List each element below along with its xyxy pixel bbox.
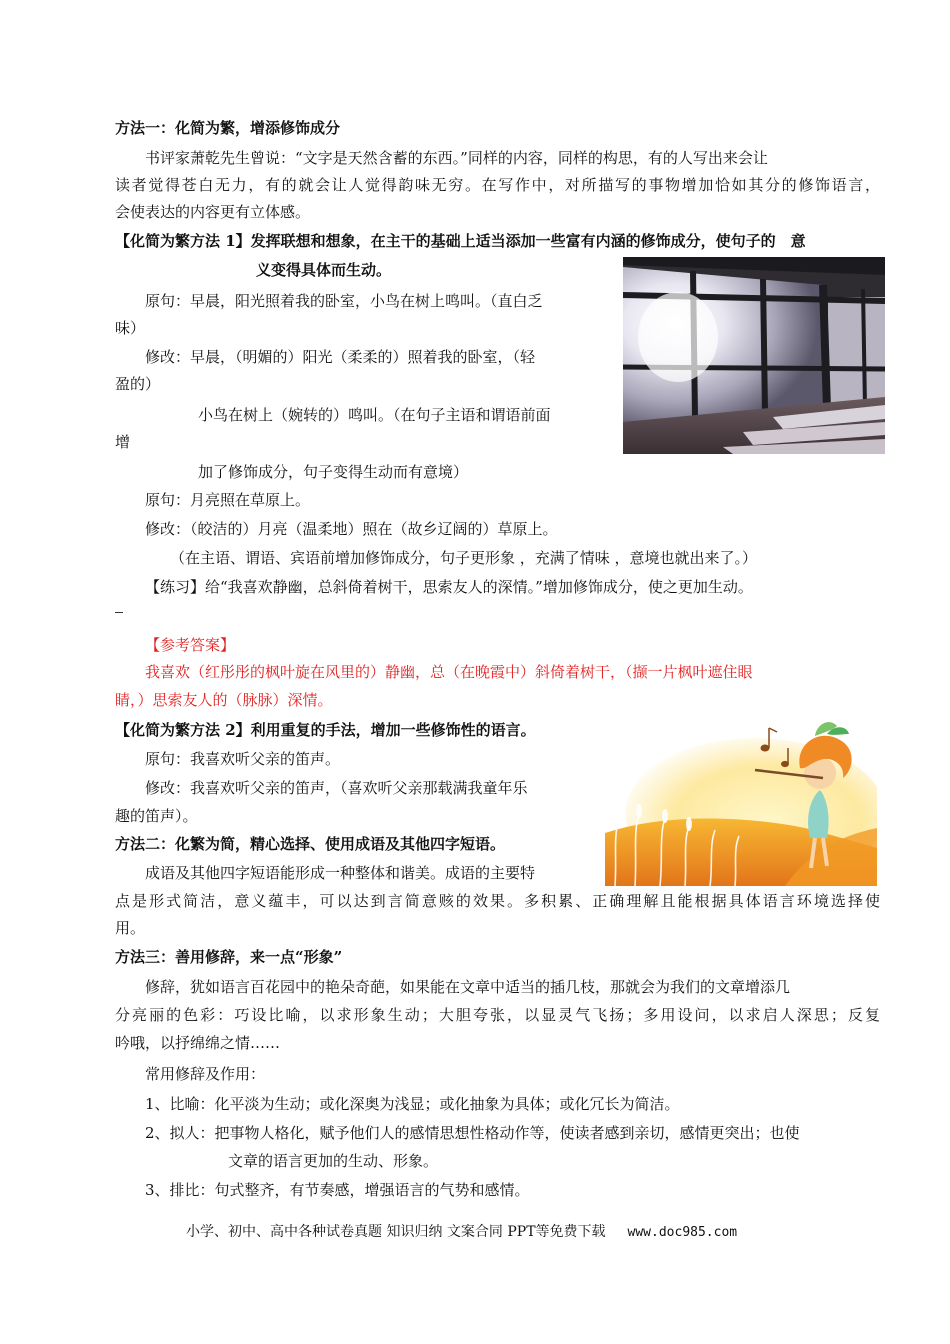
method1-para-line: 读者觉得苍白无力，有的就会让人觉得韵味无穷。在写作中，对所描写的事物增加恰如其分的修饰语言， [115,176,880,194]
method3-para-line: 分亮丽的色彩：巧设比喻，以求形象生动；大胆夸张，以显灵气飞扬；多用设问，以求启人深思；反复 [115,1006,880,1024]
example-line: 原句：月亮照在草原上。 [145,491,311,509]
example-line: 原句：我喜欢听父亲的笛声。 [145,750,341,768]
method2-para-line: 成语及其他四字短语能形成一种整体和谐美。成语的主要特 [145,864,536,882]
example-line: 味） [115,319,146,337]
rhetoric-item: 3、排比：句式整齐，有节奏感，增强语言的气势和感情。 [145,1181,530,1199]
answer-line: 睛，）思索友人的（脉脉）深情。 [115,691,333,709]
classroom-window-photo [623,257,885,454]
answer-label: 【参考答案】 [145,636,236,654]
exercise-line: 【练习】给“我喜欢静幽，总斜倚着树干，思索友人的深情。”增加修饰成分，使之更加生动。 [145,578,753,596]
example-line: 盈的） [115,375,161,393]
method3-para-line: 吟哦，以抒绵绵之情…… [115,1034,281,1052]
footer-text: 小学、初中、高中各种试卷真题 知识归纳 文案合同 PPT等免费下载 [186,1224,606,1240]
method1-sub2-title: 【化简为繁方法 2】利用重复的手法，增加一些修饰性的语言。 [115,721,536,739]
method2-para-line: 用。 [115,919,146,937]
flute-girl-illustration [605,718,877,886]
method1-para-line: 书评家萧乾先生曾说：“文字是天然含蓄的东西。”同样的内容，同样的构思，有的人写出来会让 [145,149,768,167]
example-line: 趣的笛声）。 [115,807,198,825]
example-line: 小鸟在树上（婉转的）鸣叫。（在句子主语和谓语前面 [198,406,551,424]
rhetoric-list-title: 常用修辞及作用： [145,1065,266,1083]
method1-heading: 方法一：化简为繁，增添修饰成分 [115,119,341,137]
method1-para-line: 会使表达的内容更有立体感。 [115,203,311,221]
example-line: 修改：（皎洁的）月亮（温柔地）照在（故乡辽阔的）草原上。 [145,520,558,538]
method3-para-line: 修辞，犹如语言百花园中的艳朵奇葩，如果能在文章中适当的插几枝，那就会为我们的文章增添几 [145,978,791,996]
method2-heading: 方法二：化繁为简，精心选择、使用成语及其他四字短语。 [115,835,506,853]
page-footer [186,1222,826,1243]
example-line: 加了修饰成分，句子变得生动而有意境） [198,463,469,481]
example-line: 增 [115,433,131,451]
method1-sub1-title: 【化简为繁方法 1】发挥联想和想象，在主干的基础上适当添加一些富有内涵的修饰成分，使句子的 意 [115,232,806,250]
example-line: 修改：早晨，（明媚的）阳光（柔柔的）照着我的卧室，（轻 [145,348,536,366]
example-line: 修改：我喜欢听父亲的笛声，（喜欢听父亲那载满我童年乐 [145,779,528,797]
rhetoric-item-cont: 文章的语言更加的生动、形象。 [228,1152,439,1170]
method3-heading: 方法三：善用修辞，来一点“形象” [115,948,343,966]
classroom-window-image [623,257,885,454]
answer-line: 我喜欢（红彤彤的枫叶旋在风里的）静幽，总（在晚霞中）斜倚着树干，（撷一片枫叶遮住眼 [145,663,753,681]
method1-sub1-title-cont: 义变得具体而生动。 [256,261,392,279]
method2-para-line: 点是形式简洁，意义蕴丰，可以达到言简意赅的效果。多积累、正确理解且能根据具体语言环境选择使 [115,892,880,910]
answer-blank-line [115,612,123,613]
flute-girl-image [605,718,877,886]
example-line: 原句：早晨，阳光照着我的卧室，小鸟在树上鸣叫。（直白乏 [145,292,543,310]
footer-url[interactable]: www.doc985.com [627,1225,738,1240]
rhetoric-item: 1、比喻：化平淡为生动；或化深奥为浅显；或化抽象为具体；或化冗长为简洁。 [145,1095,680,1113]
example-note: （在主语、谓语、宾语前增加修饰成分，句子更形象 ，充满了情味 ，意境也就出来了。） [170,549,758,567]
rhetoric-item: 2、拟人：把事物人格化，赋予他们人的感情思想性格动作等，使读者感到亲切，感情更突出；也使 [145,1124,800,1142]
